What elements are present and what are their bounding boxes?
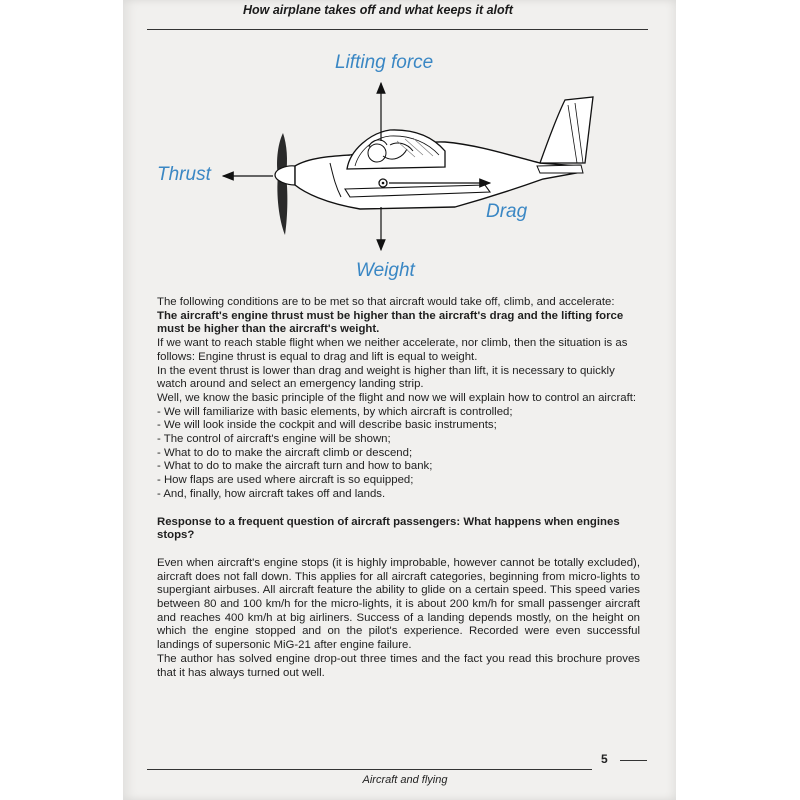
airplane-illustration	[145, 45, 605, 285]
bold-condition: The aircraft's engine thrust must be higher than the aircraft's drag and the lifting force must be higher than the aircraft's weight.	[157, 309, 624, 336]
intro-paragraph: The following conditions are to be met so that aircraft would take off, climb, and accelerate:	[157, 296, 615, 308]
list-item: - And, finally, how aircraft takes off and lands.	[157, 487, 386, 500]
answer-paragraph: Even when aircraft's engine stops (it is highly improbable, however cannot be totally excluded), aircraft does not fall down. This applies for all aircraft categories, beginning from micro-lights to supergiant airbuses. All aircraft feature the ability to glide on a certain speed. This speed varies between 80 and 100 km/h for the micro-lights, it is about 200 km/h for small passenger aircraft and reaches 400 km/h at big airliners. Success of a landing depends mostly, on the height on which the engine stopped and on the pilot's experience. Recorded were even successful landings of supersonic MiG-21 after engine failure.	[157, 556, 640, 652]
footer-rule	[147, 769, 592, 770]
drag-label: Drag	[486, 201, 528, 222]
list-item: - We will look inside the cockpit and will describe basic instruments;	[157, 419, 497, 432]
tail-fin	[540, 97, 593, 163]
emergency-paragraph: In the event thrust is lower than drag and weight is higher than lift, it is necessary to quickly watch around and select an emergency landing strip.	[157, 364, 615, 391]
list-item: - The control of aircraft's engine will be shown;	[157, 433, 391, 446]
author-paragraph: The author has solved engine drop-out three times and the fact you read this brochure proves that it has always turned out well.	[157, 652, 640, 679]
weight-label: Weight	[356, 260, 415, 281]
body-text	[157, 296, 640, 680]
footer-title: Aircraft and flying	[362, 774, 448, 786]
horizontal-stabilizer	[537, 165, 583, 173]
header-rule	[147, 29, 648, 30]
list-item: - How flaps are used where aircraft is so equipped;	[157, 474, 414, 487]
footer-rule-right	[620, 760, 647, 761]
page-number: 5	[601, 752, 608, 766]
control-intro-paragraph: Well, we know the basic principle of the flight and now we will explain how to control an aircraft:	[157, 391, 637, 404]
question-heading: Response to a frequent question of aircraft passengers: What happens when engines stops?	[157, 515, 620, 542]
list-item: - What to do to make the aircraft turn and how to bank;	[157, 460, 433, 473]
list-item: - What to do to make the aircraft climb or descend;	[157, 446, 413, 459]
lift-label: Lifting force	[335, 52, 434, 73]
list-item: - We will familiarize with basic elements, by which aircraft is controlled;	[157, 405, 513, 418]
stable-flight-paragraph: If we want to reach stable flight when we neither accelerate, nor climb, then the situation is as follows: Engine thrust is equal to drag and lift is equal to weight.	[157, 337, 628, 363]
forces-diagram	[145, 45, 605, 290]
page-header-title: How airplane takes off and what keeps it aloft	[243, 3, 513, 17]
thrust-label: Thrust	[157, 164, 211, 185]
topics-list	[157, 406, 640, 502]
